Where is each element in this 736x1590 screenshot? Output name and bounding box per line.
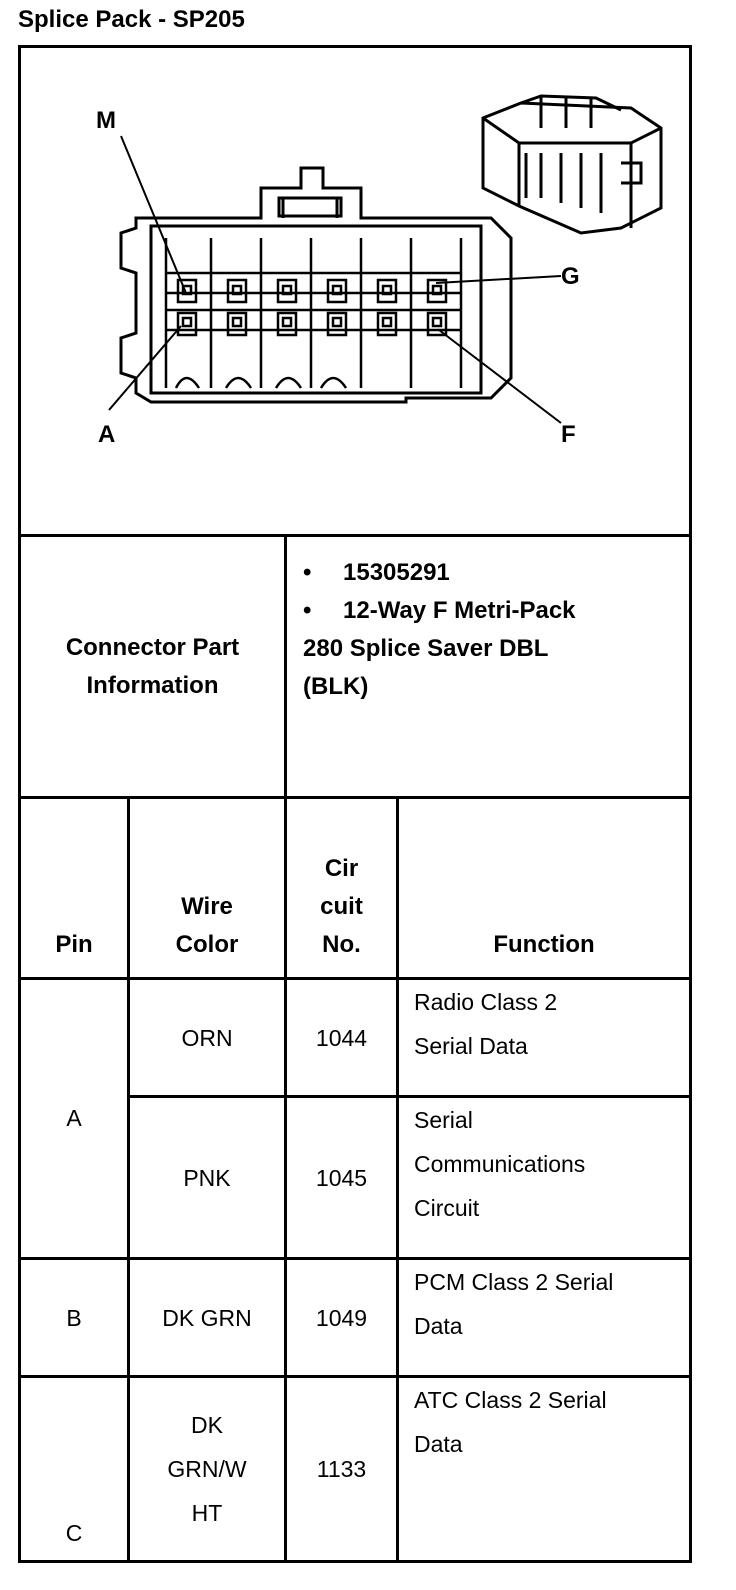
pin-cell: C [65, 1520, 83, 1546]
pin-cell: B [66, 1304, 82, 1331]
function-line: PCM Class 2 Serial [414, 1269, 614, 1295]
wire-color-line: DK [191, 1412, 223, 1438]
header-wire-color [130, 888, 284, 964]
connector-face [121, 168, 511, 402]
function-line: Serial Data [414, 1033, 528, 1059]
connector-type: 12-Way F Metri-Pack [343, 597, 576, 624]
connector-info-label-line: Connector Part [65, 633, 240, 661]
function-line: Circuit [414, 1195, 480, 1221]
wire-color-line: HT [191, 1500, 223, 1526]
divider [21, 796, 689, 799]
function-line: Communications [414, 1151, 586, 1177]
connector-info-value: • 15305291 • 12-Way F Metri-Pack 280 Splice Saver DBL (BLK) [303, 554, 683, 706]
header-circuit-line: No. [322, 931, 361, 958]
wire-color-cell: DK GRN [162, 1304, 252, 1331]
part-number: 15305291 [343, 559, 450, 586]
connector-3d-icon [483, 96, 661, 233]
wire-color-cell [130, 1378, 284, 1560]
circuit-cell: 1045 [315, 1164, 368, 1191]
function-cell [414, 980, 684, 1095]
header-circuit [287, 850, 396, 964]
circuit-cell: 1133 [316, 1456, 367, 1482]
page-title: Splice Pack - SP205 [18, 6, 245, 33]
header-wire-color-line: Wire [181, 893, 233, 920]
connector-cavities [166, 238, 461, 388]
connector-color: (BLK) [303, 673, 369, 700]
function-cell [414, 1098, 684, 1257]
header-function: Function [493, 931, 595, 958]
header-circuit-line: cuit [320, 893, 363, 920]
header-circuit-line: Cir [324, 855, 359, 882]
connector-info-label [21, 537, 284, 796]
connector-type-continued: 280 Splice Saver DBL [303, 635, 549, 662]
pin-label-g: G [561, 263, 580, 290]
function-line: Radio Class 2 [414, 989, 558, 1015]
function-line: ATC Class 2 Serial [414, 1387, 607, 1413]
function-line: Data [414, 1431, 463, 1457]
function-line: Serial [414, 1107, 473, 1133]
function-cell [414, 1378, 684, 1560]
pin-cell-a: A [66, 1105, 82, 1131]
divider [396, 796, 399, 1563]
header-wire-color-line: Color [175, 931, 239, 958]
circuit-cell: 1044 [315, 1024, 368, 1051]
pin-label-a: A [98, 421, 116, 448]
connector-info-label-line: Information [86, 671, 219, 699]
function-cell [414, 1260, 684, 1375]
wire-color-cell: PNK [183, 1164, 231, 1191]
wire-color-line: GRN/W [167, 1456, 247, 1482]
pin-label-f: F [561, 421, 576, 448]
header-pin: Pin [55, 931, 93, 958]
pin-label-m: M [96, 107, 116, 134]
wire-color-cell: ORN [181, 1024, 233, 1051]
function-line: Data [414, 1313, 463, 1339]
connector-document-frame [18, 45, 692, 1563]
circuit-cell: 1049 [315, 1304, 368, 1331]
connector-diagram [21, 48, 689, 534]
